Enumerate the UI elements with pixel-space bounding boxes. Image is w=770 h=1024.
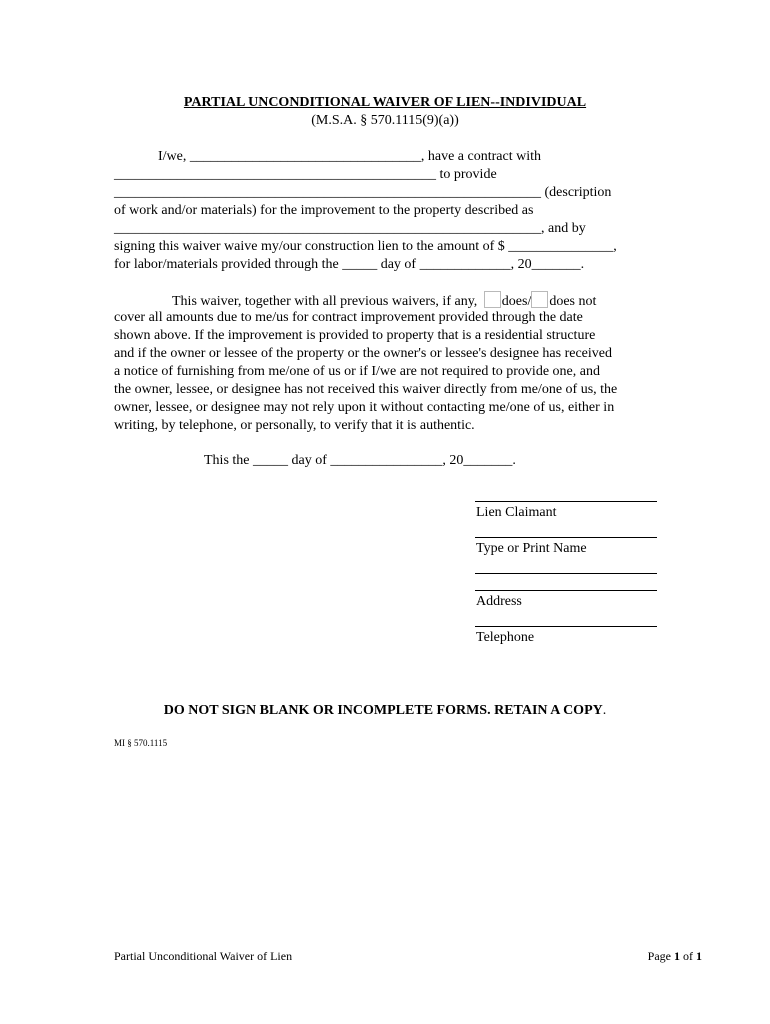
does-not-option-label: does not: [549, 294, 597, 309]
property-line[interactable]: _____________________________________________________________, and by: [114, 221, 586, 236]
address-line-2[interactable]: [475, 590, 657, 591]
through-date-line[interactable]: for labor/materials provided through the _____ day of _____________, 20_______.: [114, 257, 585, 272]
telephone-line[interactable]: [475, 626, 657, 627]
paragraph-text-line: cover all amounts due to me/us for contract improvement provided through the date: [114, 310, 583, 325]
statute-citation: (M.S.A. § 570.1115(9)(a)): [311, 113, 459, 128]
paragraph-text-line: a notice of furnishing from me/one of us or if I/we are not required to provide one, and: [114, 364, 600, 379]
print-name-line[interactable]: [475, 537, 657, 538]
document-title: PARTIAL UNCONDITIONAL WAIVER OF LIEN--INDIVIDUAL: [183, 95, 587, 110]
description-text: of work and/or materials) for the improvement to the property described as: [114, 203, 534, 218]
footer-document-name: Partial Unconditional Waiver of Lien: [114, 949, 293, 963]
footer-page-number: Page 1 of 1: [647, 949, 702, 963]
waiver-lead-text: This waiver, together with all previous waivers, if any,: [172, 294, 478, 309]
amount-line[interactable]: signing this waiver waive my/our construction lien to the amount of $ _______________,: [114, 239, 617, 254]
lien-claimant-signature-line[interactable]: [475, 501, 657, 502]
description-line[interactable]: _____________________________________________________________ (description: [114, 185, 612, 200]
contract-party-line[interactable]: I/we, _________________________________, have a contract with: [158, 149, 541, 164]
contractor-line[interactable]: ______________________________________________ to provide: [114, 167, 497, 182]
paragraph-text-line: the owner, lessee, or designee has not received this waiver directly from me/one of us, the: [114, 382, 618, 397]
waiver-coverage-line: [172, 291, 596, 311]
does-checkbox[interactable]: [484, 291, 501, 308]
address-label: Address: [476, 594, 522, 609]
does-not-checkbox[interactable]: [531, 291, 548, 308]
paragraph-text-line: owner, lessee, or designee may not rely upon it without contacting me/one of us, either in: [114, 400, 615, 415]
execution-date-line[interactable]: This the _____ day of ________________, 20_______.: [204, 453, 516, 468]
statute-reference: MI § 570.1115: [114, 738, 168, 748]
paragraph-text-line: writing, by telephone, or personally, to verify that it is authentic.: [114, 418, 475, 433]
print-name-label: Type or Print Name: [476, 541, 587, 556]
does-option-label: does/: [501, 294, 532, 309]
telephone-label: Telephone: [476, 630, 535, 645]
lien-claimant-label: Lien Claimant: [476, 505, 557, 520]
address-line-1[interactable]: [475, 573, 657, 574]
paragraph-text-line: shown above. If the improvement is provided to property that is a residential structure: [114, 328, 596, 343]
signing-warning: DO NOT SIGN BLANK OR INCOMPLETE FORMS. RETAIN A COPY.: [163, 703, 607, 718]
paragraph-text-line: and if the owner or lessee of the property or the owner's or lessee's designee has received: [114, 346, 612, 361]
